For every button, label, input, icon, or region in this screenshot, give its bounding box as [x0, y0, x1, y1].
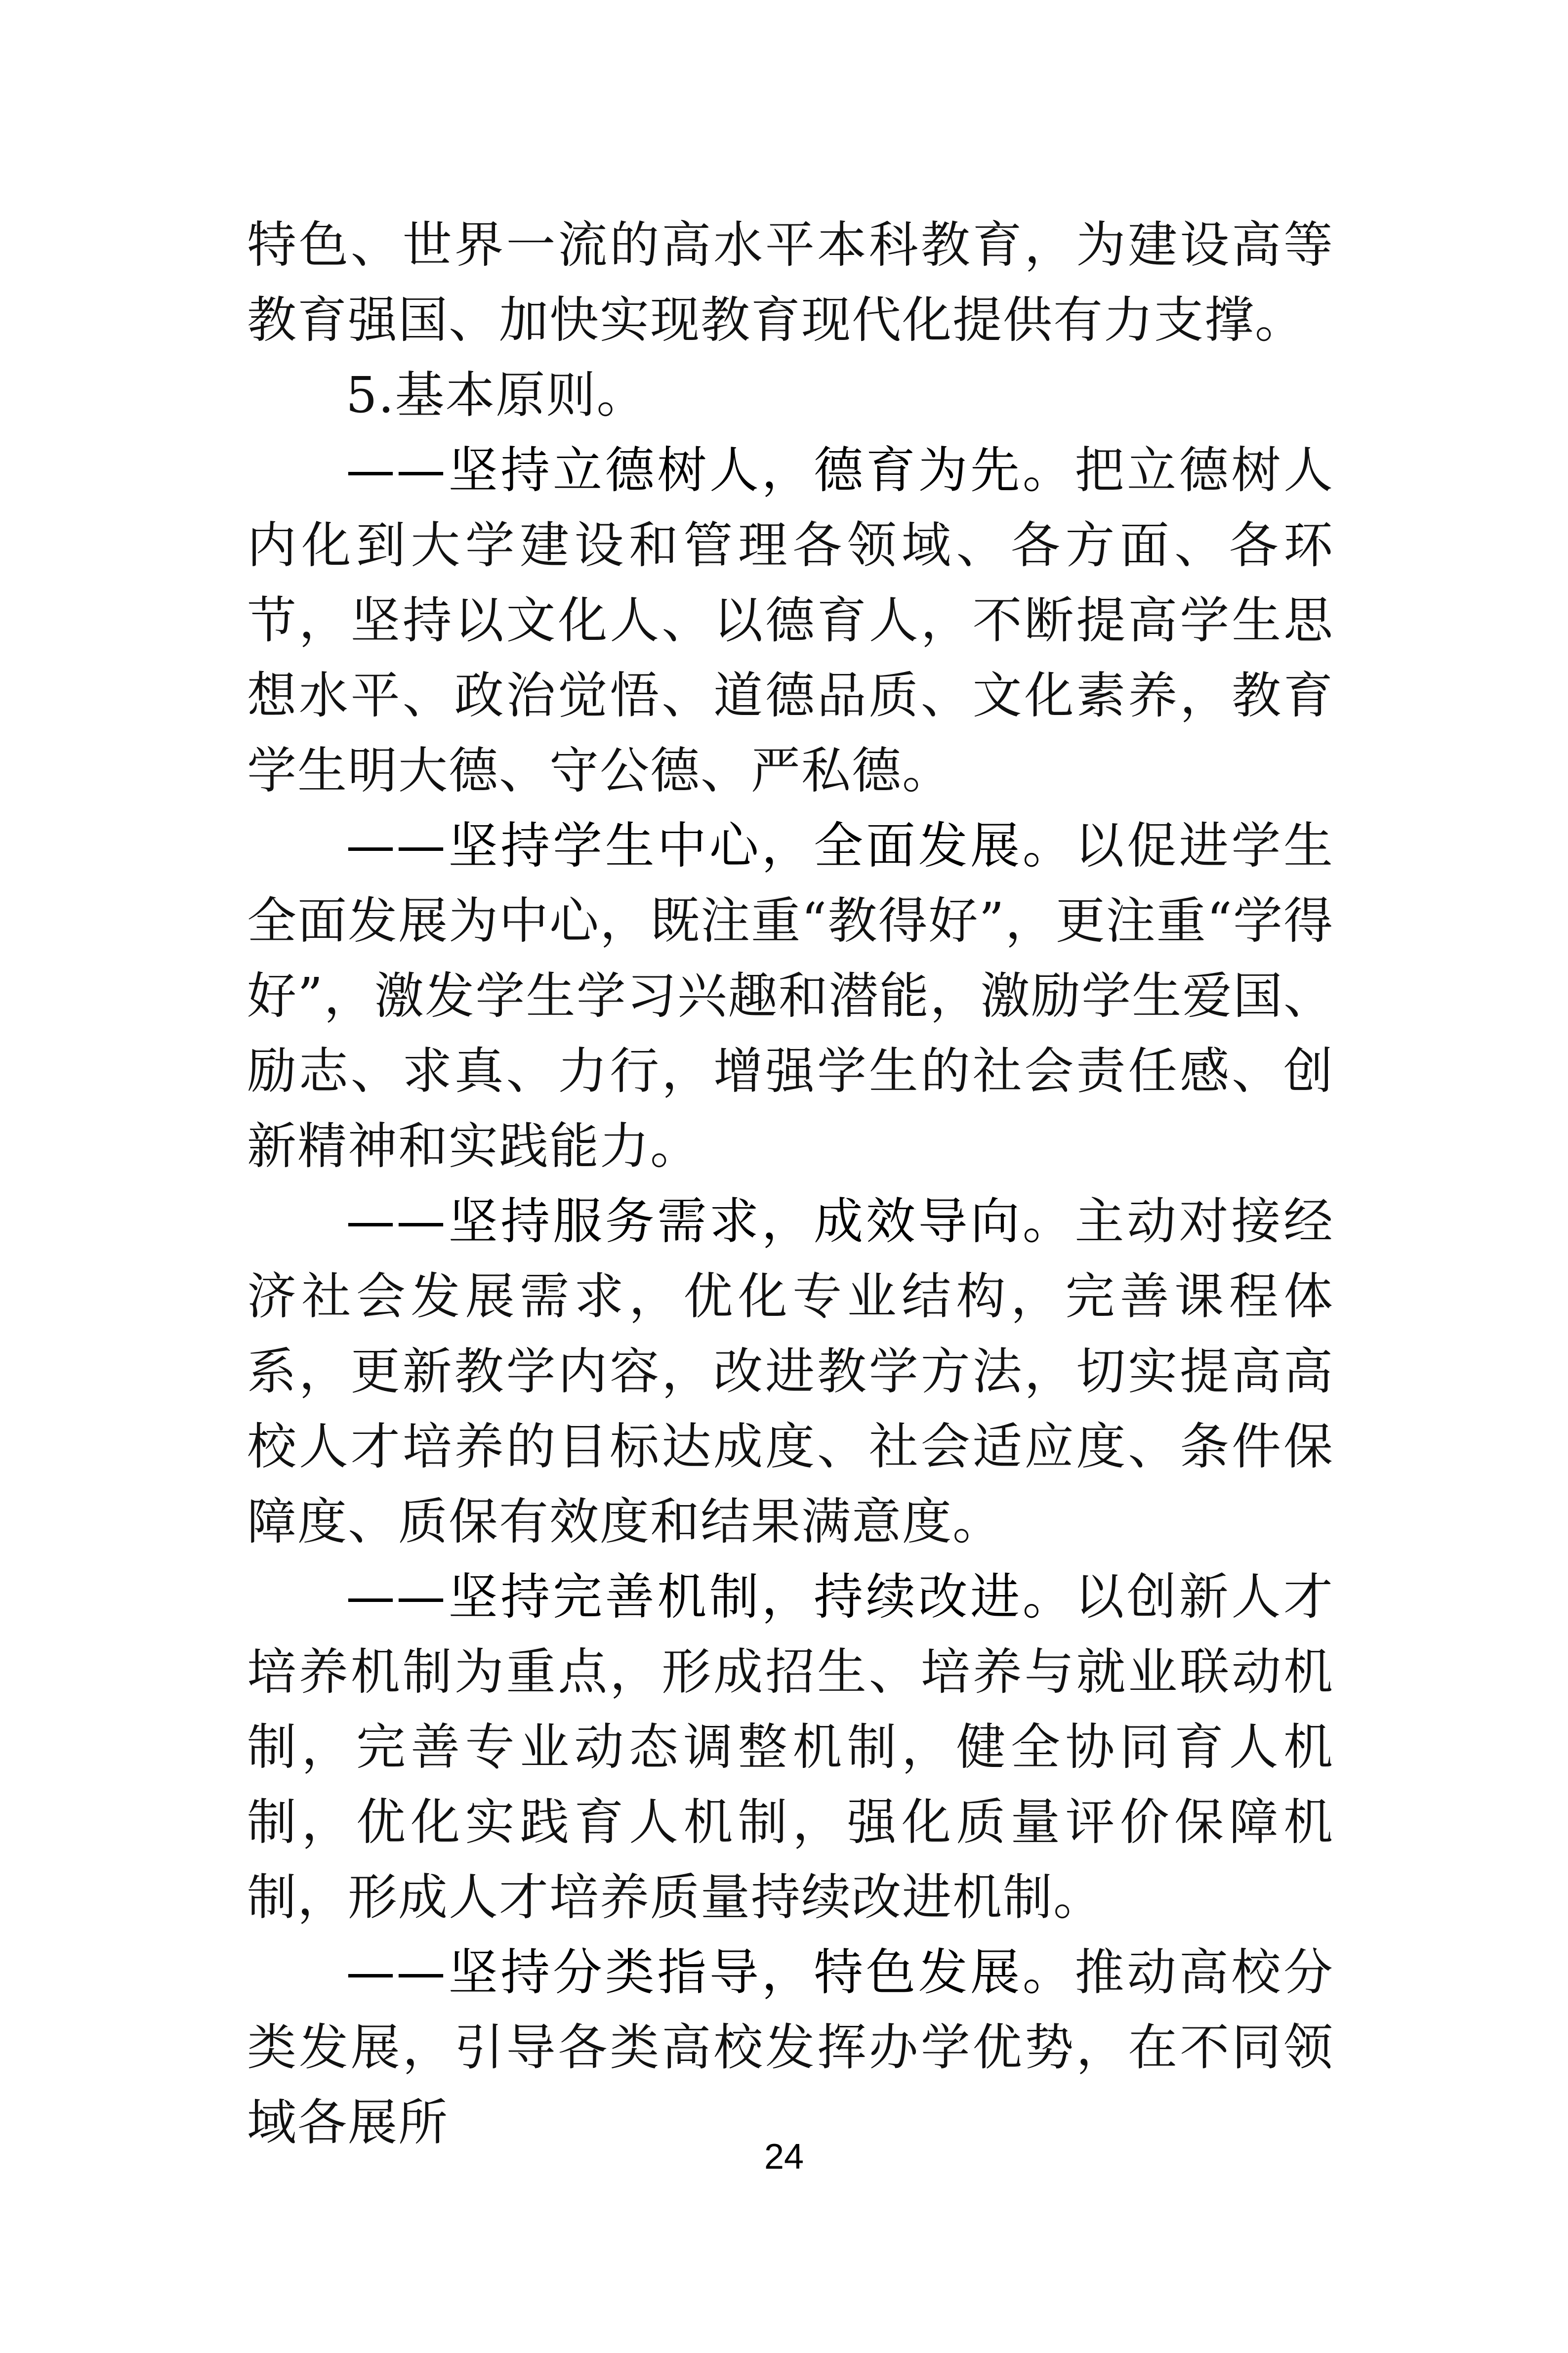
body-text: [247, 208, 1334, 2160]
principle-body: 以创新人才培养机制为重点，形成招生、培养与就业联动机制，完善专业动态调整机制，健全协同育人机制，优化实践育人机制，强化质量评价保障机制，形成人才培养质量持续改进机制。: [247, 1568, 1334, 1926]
paragraph-continuation: [247, 208, 1334, 358]
principle-continuous-improvement: [247, 1559, 1334, 1935]
principle-body: 推动高校分类发展，引导各类高校发挥办学优势，在不同领域各展所: [247, 1943, 1334, 2151]
principle-heading: ——坚持立德树人，德育为先。: [346, 441, 1075, 499]
principle-student-centered: [247, 808, 1334, 1184]
principle-heading: ——坚持完善机制，持续改进。: [346, 1568, 1075, 1626]
principle-heading: ——坚持服务需求，成效导向。: [346, 1192, 1075, 1250]
principle-body: 把立德树人内化到大学建设和管理各领域、各方面、各环节，坚持以文化人、以德育人，不断提高学生思想水平、政治觉悟、道德品质、文化素养，教育学生明大德、守公德、严私德。: [247, 441, 1334, 799]
principle-moral-education: [247, 433, 1334, 808]
principle-heading: ——坚持分类指导，特色发展。: [346, 1943, 1075, 2001]
principle-body: 以促进学生全面发展为中心，既注重“教得好”，更注重“学得好”，激发学生学习兴趣和潜能，激励学生爱国、励志、求真、力行，增强学生的社会责任感、创新精神和实践能力。: [247, 817, 1334, 1175]
principle-demand-oriented: [247, 1184, 1334, 1559]
principle-body: 主动对接经济社会发展需求，优化专业结构，完善课程体系，更新教学内容，改进教学方法，切实提高高校人才培养的目标达成度、社会适应度、条件保障度、质保有效度和结果满意度。: [247, 1192, 1334, 1551]
principle-classified-guidance: [247, 1935, 1334, 2160]
principle-heading: ——坚持学生中心，全面发展。: [346, 817, 1075, 875]
paragraph-body: 5.基本原则。: [346, 366, 647, 424]
page-number: 24: [764, 2137, 804, 2177]
section-heading-basic-principles: [247, 358, 1334, 433]
paragraph-body: 特色、世界一流的高水平本科教育，为建设高等教育强国、加快实现教育现代化提供有力支撑。: [247, 216, 1334, 349]
